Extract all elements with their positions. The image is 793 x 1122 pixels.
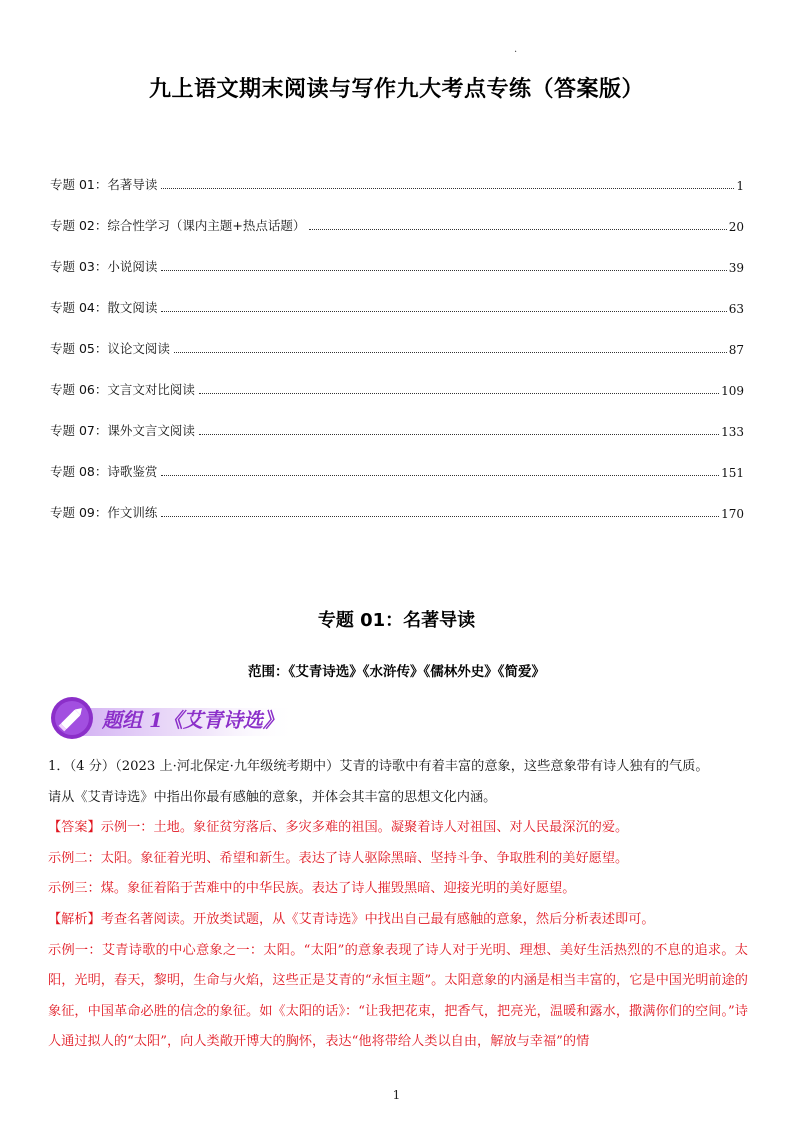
toc-leader	[161, 269, 726, 271]
question-line: 1．（4 分）（2023 上·河北保定·九年级统考期中）艾青的诗歌中有着丰富的意象，这些意象带有诗人独有的气质。	[48, 759, 709, 774]
answer-line: 示例三：煤。象征着陷于苦难中的中华民族。表达了诗人摧毁黑暗、迎接光明的美好愿望。	[48, 881, 576, 897]
analysis-paragraph: 示例一：艾青诗歌的中心意象之一：太阳。“太阳”的意象表现了诗人对于光明、理想、美好生活热烈的不息的追求。太阳，光明，春天，黎明，生命与火焰，这些正是艾青的“永恒主题”。太阳意象的内涵是相当丰富的，它是中国光明前途的象征，中国革命必胜的信念的象征。如《太阳的话》：“让我把花束，把香气，把亮光，温暖和露水，撒满你们的空间。”诗人通过拟人的“太阳”，向人类敞开博大的胸怀，表达“他将带给人类以自由，解放与幸福”的情	[48, 942, 748, 1050]
toc-entry-label: 专题 07：课外文言文阅读	[50, 423, 195, 438]
toc-entry-page: 63	[728, 302, 744, 316]
toc-entry-label: 专题 03：小说阅读	[50, 259, 158, 274]
toc-leader	[161, 474, 719, 476]
answer-line: 示例二：太阳。象征着光明、希望和新生。表达了诗人驱除黑暗、坚持斗争、争取胜利的美好愿望。	[48, 850, 629, 866]
answer-line	[48, 813, 748, 844]
toc-entry-page: 109	[721, 384, 744, 398]
section-title: 专题 01：名著导读	[317, 610, 476, 631]
answer-tag: 【答案】	[48, 820, 101, 836]
document-title: 九上语文期末阅读与写作九大考点专练（答案版）	[148, 77, 644, 102]
group-banner	[48, 694, 308, 742]
toc-entry-page: 170	[721, 507, 744, 521]
toc-leader	[174, 351, 727, 353]
page-number: 1	[392, 1088, 401, 1102]
question-body	[48, 752, 748, 1058]
toc-leader	[199, 433, 719, 435]
toc-entry-label: 专题 02：综合性学习（课内主题+热点话题）	[50, 218, 306, 233]
question-line: 请从《艾青诗选》中指出你最有感触的意象，并体会其丰富的思想文化内涵。	[48, 789, 497, 805]
toc-entry-label: 专题 04：散文阅读	[50, 300, 158, 315]
header-dot: .	[514, 44, 518, 55]
toc-entry-page: 1	[736, 179, 744, 193]
toc-entry-page: 151	[721, 466, 744, 480]
analysis-text: 考查名著阅读。开放类试题，从《艾青诗选》中找出自己最有感触的意象，然后分析表述即可。	[100, 911, 655, 927]
toc-entry-page: 87	[728, 343, 744, 357]
toc-entry-label: 专题 01：名著导读	[50, 177, 158, 192]
analysis-tag: 【解析】	[48, 911, 101, 927]
analysis-line	[48, 905, 748, 936]
toc-leader	[161, 187, 734, 189]
toc-entry-page: 133	[721, 425, 744, 439]
answer-text: 示例一：土地。象征贫穷落后、多灾多难的祖国。凝聚着诗人对祖国、对人民最深沉的爱。	[100, 820, 629, 836]
section-scope: 范围：《艾青诗选》《水浒传》《儒林外史》《简爱》	[248, 664, 545, 680]
toc-entry-page: 39	[728, 261, 744, 275]
toc-entry-label: 专题 08：诗歌鉴赏	[50, 464, 158, 479]
toc-entry[interactable]	[50, 357, 744, 398]
toc-entry[interactable]	[50, 234, 744, 275]
toc-entry[interactable]	[50, 439, 744, 480]
toc-entry[interactable]	[50, 275, 744, 316]
toc-entry[interactable]	[50, 193, 744, 234]
toc-leader	[199, 392, 719, 394]
group-title: 题组 1《艾青诗选》	[102, 708, 283, 732]
toc-entry-label: 专题 06：文言文对比阅读	[50, 382, 195, 397]
toc-entry-label: 专题 09：作文训练	[50, 505, 158, 520]
toc-leader	[161, 515, 719, 517]
toc-entry-page: 20	[728, 220, 744, 234]
toc-entry[interactable]	[50, 398, 744, 439]
toc-entry[interactable]	[50, 480, 744, 521]
toc-leader	[309, 228, 726, 230]
toc-leader	[161, 310, 726, 312]
toc-entry[interactable]	[50, 316, 744, 357]
toc-entry-label: 专题 05：议论文阅读	[50, 341, 170, 356]
table-of-contents	[50, 152, 744, 521]
toc-entry[interactable]	[50, 152, 744, 193]
